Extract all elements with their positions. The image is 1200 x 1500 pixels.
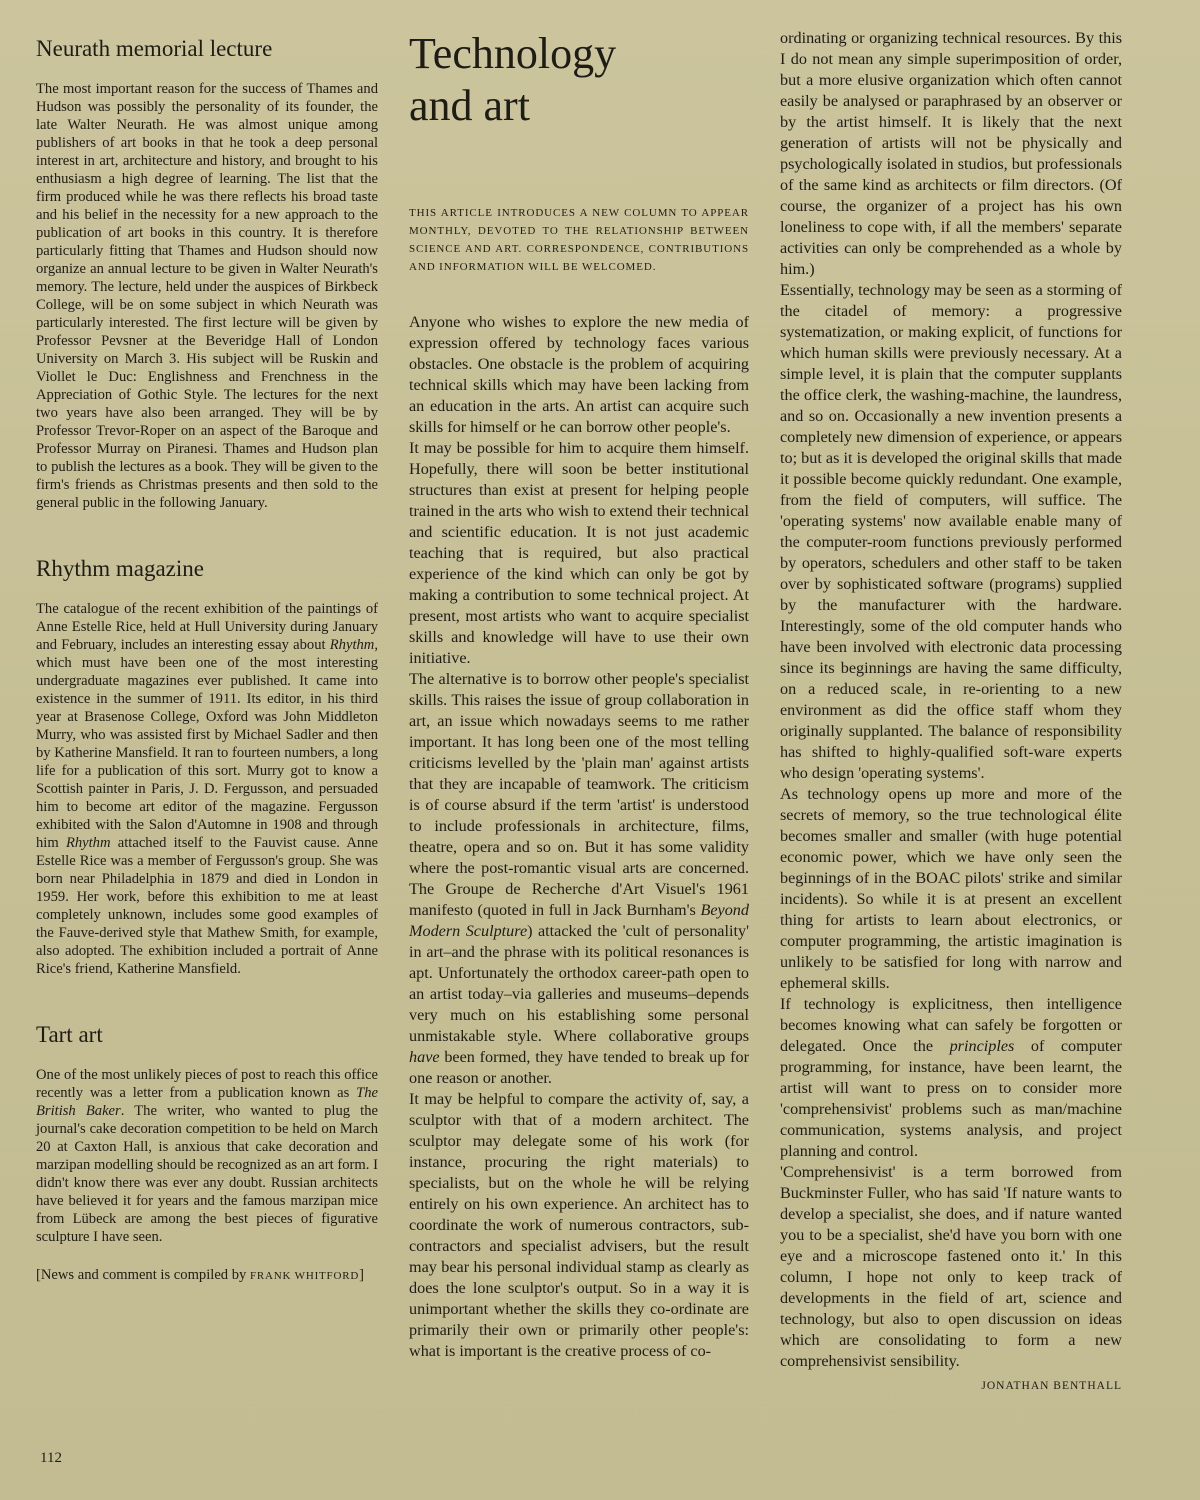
article-title [409,28,749,132]
section-heading-rhythm: Rhythm magazine [36,556,204,581]
compiler-credit: [News and comment is compiled by FRANK WHITFORD] [36,1267,364,1283]
article-paragraph: The alternative is to borrow other people's specialist skills. This raises the issue of group collaboration in art, an issue which nowadays seems to me rather important. It has long been one of the most telling criticisms levelled by the 'plain man' against artists that they are incapable of teamwork. The criticism is of course absurd if the term 'artist' is understood to include professionals in architecture, films, theatre, opera and so on. But it has some validity where the post-romantic visual arts are concerned. The Groupe de Recherche d'Art Visuel's 1961 manifesto (quoted in full in Jack Burnham's Beyond Modern Sculpture) attacked the 'cult of personality' in art–and the phrase with its political resonances is apt. Unfortunately the orthodox career-path open to an artist today–via galleries and museums–depends very much on his establishing some personal unmistakable style. Where collaborative groups have been formed, they have tended to break up for one reason or another. [409,670,749,1087]
article-column-2 [780,28,1122,1392]
news-column [36,28,378,1285]
article-paragraph: As technology opens up more and more of the secrets of memory, so the true technological élite becomes smaller and smaller (with huge potential economic power, which we have only seen the beginnings of in the BOAC pilots' strike and similar incidents). So while it is at present an excellent thing for artists to learn about electronics, or computer programming, the artistic imagination is unlikely to be satisfied for long with narrow and ephemeral skills. [780,785,1122,992]
page-number: 112 [40,1450,62,1466]
article-paragraph: It may be helpful to compare the activity of, say, a sculptor with that of a modern architect. The sculptor may delegate some of his work (for instance, procuring the right materials) to specialists, but on the whole he will be relying entirely on his own experience. An architect has to coordinate the work of numerous contractors, sub-contractors and specialist advisers, but the result may bear his personal individual stamp as clearly as does the lone sculptor's output. So in a way it is unimportant whether the skills they co-ordinate are primarily their own or primarily other people's: what is important is the creative process of co- [409,1090,749,1360]
section-text-tart-art: One of the most unlikely pieces of post to reach this office recently was a letter from a publication known as The British Baker. The writer, who wanted to plug the journal's cake decoration competition to be held on March 20 at Caxton Hall, is anxious that cake decoration and marzipan modelling should be recognized as an art form. I didn't know there was ever any doubt. Russian architects have believed it for years and the famous marzipan mice from Lübeck are among the best pieces of figurative sculpture I have seen. [36,1067,378,1245]
article-title-line1: Technology [409,29,617,78]
author-byline: JONATHAN BENTHALL [981,1380,1122,1392]
article-paragraph: 'Comprehensivist' is a term borrowed from Buckminster Fuller, who has said 'If nature wants to develop a specialist, she does, and if nature wanted you to be a specialist, she'd have you born with one eye and a microscope fastened onto it.' In this column, I hope not only to keep track of developments in the field of art, science and technology, but also to open discussion on ideas which are consolidating to form a new comprehensivist sensibility. [780,1163,1122,1370]
section-text-neurath: The most important reason for the success of Thames and Hudson was possibly the personality of its founder, the late Walter Neurath. He was almost unique among publishers of art books in that he took a deep personal interest in art, architecture and history, and brought to his enthusiasm a high degree of learning. The list that the firm produced while he was there reflects his broad taste and his belief in the necessity for a new approach to the publication of art books in this country. It is therefore particularly fitting that Thames and Hudson should now organize an annual lecture to be given in Walter Neurath's memory. The lecture, held under the auspices of Birkbeck College, will be on some subject in which Neurath was particularly interested. The first lecture will be given by Professor Pevsner at the Beveridge Hall of London University on March 3. His subject will be Ruskin and Viollet le Duc: Englishness and Frenchness in the Appreciation of Gothic Style. The lectures for the next two years have also been arranged. They will be by Professor Trevor-Roper on an aspect of the Baroque and Professor Murray on Piranesi. Thames and Hudson plan to publish the lectures as a book. They will be given to the firm's friends as Christmas presents and then sold to the general public in the following January. [36,81,378,511]
article-intro: THIS ARTICLE INTRODUCES A NEW COLUMN TO APPEAR MONTHLY, DEVOTED TO THE RELATIONSHIP BETWEEN SCIENCE AND ART. CORRESPONDENCE, CONTRIBUTIONS AND INFORMATION WILL BE WELCOMED. [409,207,749,273]
article-paragraph: If technology is explicitness, then intelligence becomes knowing what can safely be forgotten or delegated. Once the principles of computer programming, for instance, have been learnt, the artist will want to press on to consider more 'comprehensivist' problems such as man/machine communication, systems analysis, and project planning and control. [780,995,1122,1160]
article-paragraph: Essentially, technology may be seen as a storming of the citadel of memory: a progressive systematization, or making explicit, of functions for which human skills were previously necessary. At a simple level, it is plain that the computer supplants the office clerk, the washing-machine, the laundress, and so on. Occasionally a new invention presents a completely new dimension of experience, or appears to; but as it is developed the original skills that made it possible become quickly redundant. One example, from the field of computers, will suffice. The 'operating systems' now available enable many of the computer-room functions previously performed by operators, schedulers and other staff to be taken over by sophisticated software (programs) supplied by the manufacturer with the hardware. Interestingly, some of the old computer hands who have been involved with electronic data processing since its beginnings are having the same difficulty, on a reduced scale, in re-orienting to a new environment as did the office staff whom they originally supplanted. The balance of responsibility has shifted to highly-qualified soft-ware experts who design 'operating systems'. [780,281,1122,782]
section-heading-neurath: Neurath memorial lecture [36,36,273,61]
section-heading-tart-art: Tart art [36,1022,103,1047]
article-column-1 [409,28,749,1362]
article-title-line2: and art [409,81,530,130]
section-text-rhythm: The catalogue of the recent exhibition of the paintings of Anne Estelle Rice, held at Hull University during January and February, includes an interesting essay about Rhythm, which must have been one of the most interesting undergraduate magazines ever published. It came into existence in the summer of 1911. Its editor, in his third year at Brasenose College, Oxford was John Middleton Murry, who was assisted first by Michael Sadler and then by Katherine Mansfield. It ran to fourteen numbers, a long life for a publication of this sort. Murry got to know a Scottish painter in Paris, J. D. Fergusson, and persuaded him to become art editor of the magazine. Fergusson exhibited with the Salon d'Automne in 1908 and through him Rhythm attached itself to the Fauvist cause. Anne Estelle Rice was a member of Fergusson's group. She was born near Philadelphia in 1879 and died in London in 1959. Her work, before this exhibition to me at least completely unknown, includes some good examples of the Fauve-derived style that Mathew Smith, for example, also adopted. The exhibition included a portrait of Anne Rice's friend, Katherine Mansfield. [36,601,378,977]
article-paragraph: It may be possible for him to acquire them himself. Hopefully, there will soon be better institutional structures than exist at present for helping people trained in the arts who wish to extend their technical and scientific education. It is not just academic teaching that is required, but also practical experience of the kind which can only be got by making a contribution to some technical project. At present, most artists who want to acquire specialist skills and knowledge will have to use their own initiative. [409,439,749,667]
article-paragraph: Anyone who wishes to explore the new media of expression offered by technology faces various obstacles. One obstacle is the problem of acquiring technical skills which may have been lacking from an education in the arts. An artist can acquire such skills for himself or he can borrow other people's. [409,313,749,436]
article-paragraph: ordinating or organizing technical resources. By this I do not mean any simple superimposition of order, but a more elusive organization which often cannot easily be analysed or paraphrased by an observer or by the artist himself. It is likely that the next generation of artists will not be physically and psychologically isolated in studios, but professionals of the same kind as architects or film directors. (Of course, the organizer of a project has his own loneliness to cope with, if all the members' separate activities can only be comprehended as a whole by him.) [780,29,1122,278]
